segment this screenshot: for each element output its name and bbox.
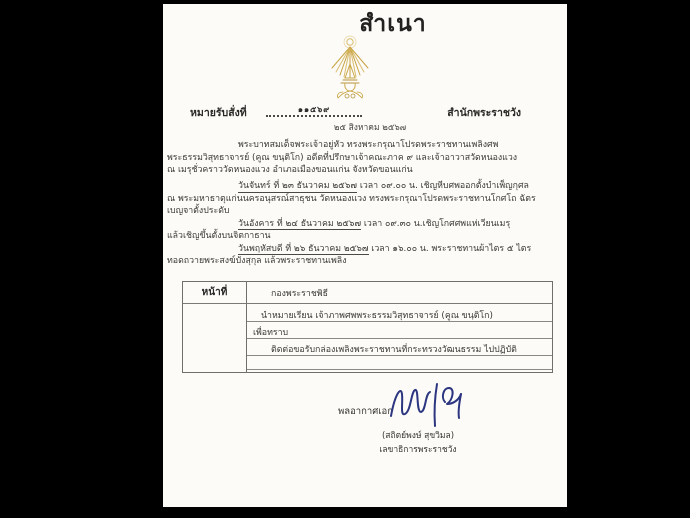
- copy-stamp-title: สำเนา: [359, 10, 427, 37]
- duty-table-left-column: [183, 282, 247, 372]
- schedule-rest-2: เวลา ๐๙.๓๐ น.เชิญโกศศพแห่เวียนเมรุ: [361, 218, 511, 229]
- intro-line-1: พระบาทสมเด็จพระเจ้าอยู่หัว ทรงพระกรุณาโปรดพระราชทานเพลิงศพ: [238, 140, 499, 150]
- duty-row-5: [247, 356, 552, 370]
- order-number-value: ๑๑๕๖๙: [297, 105, 331, 114]
- duty-column-header: หน้าที่: [201, 287, 228, 298]
- order-number-dotted-field: [266, 102, 362, 117]
- document-date: ๒๕ สิงหาคม ๒๕๖๗: [333, 123, 407, 133]
- schedule-line-2: ณ พระมหาธาตุแก่นนครอนุสรณ์สาธุชน วัดหนองแวง ทรงพระกรุณาโปรดพระราชทานโกศโถ ฉัตรเบญจาตั้งประดับ: [167, 193, 536, 216]
- issuing-office: สำนักพระราชวัง: [447, 107, 521, 119]
- schedule-line-1: [167, 180, 561, 193]
- schedule-line-5: [167, 243, 561, 256]
- intro-line-3: ณ เมรุชั่วคราววัดหนองแวง อำเภอเมืองขอนแก่น จังหวัดขอนแก่น: [167, 165, 413, 175]
- order-number-line: [163, 102, 567, 122]
- schedule-date-2: วันอังคาร ที่ ๒๔ ธันวาคม ๒๕๖๗: [238, 218, 362, 229]
- schedule-date-3: วันพฤหัสบดี ที่ ๒๖ ธันวาคม ๒๕๖๗: [238, 243, 369, 254]
- intro-line-2: พระธรรมวิสุทธาจารย์ (คูณ ขนฺติโก) อดีตที่ปรึกษาเจ้าคณะภาค ๙ และเจ้าอาวาสวัดหนองแวง: [167, 152, 518, 163]
- schedule-rest-1: เวลา ๐๙.๐๐ น. เชิญหีบศพออกตั้งบำเพ็ญกุศล: [357, 181, 529, 191]
- signer-position: เลขาธิการพระราชวัง: [379, 445, 457, 455]
- schedule-date-1: วันจันทร์ ที่ ๒๓ ธันวาคม ๒๕๖๗: [238, 181, 358, 191]
- duty-row-3: เพื่อทราบ: [247, 322, 552, 339]
- duty-assignment-table: [182, 281, 553, 373]
- royal-radiant-emblem-icon: [325, 34, 375, 102]
- duty-row-2: นำหมายเรียน เจ้าภาพศพพระธรรมวิสุทธาจารย์ (คูณ ขนฺติโก): [247, 304, 552, 322]
- schedule-line-4: แล้วเชิญขึ้นตั้งบนจิตกาธาน: [167, 231, 271, 241]
- handwritten-signature: [385, 378, 477, 430]
- signer-name: (สถิตย์พงษ์ สุขวิมล): [381, 431, 455, 441]
- intro-paragraph: [167, 139, 559, 177]
- duty-row-1: กองพระราชพิธี: [271, 289, 328, 299]
- schedule-line-3: [167, 218, 561, 231]
- signer-rank: พลอากาศเอก: [338, 406, 393, 417]
- schedule-line-6: ทอดถวายพระสงฆ์บังสุกุล แล้วพระราชทานเพลิง: [167, 256, 347, 266]
- schedule-rest-3: เวลา ๑๖.๐๐ น. พระราชทานผ้าไตร ๕ ไตร: [368, 243, 532, 254]
- document-page: [163, 4, 567, 507]
- order-number-label: หมายรับสั่งที่: [190, 107, 247, 119]
- schedule-paragraph: [167, 180, 561, 268]
- duty-row-4: ติดต่อขอรับกล่องเพลิงพระราชทานที่กระทรวงวัฒนธรรม ไปปฏิบัติ: [247, 339, 552, 356]
